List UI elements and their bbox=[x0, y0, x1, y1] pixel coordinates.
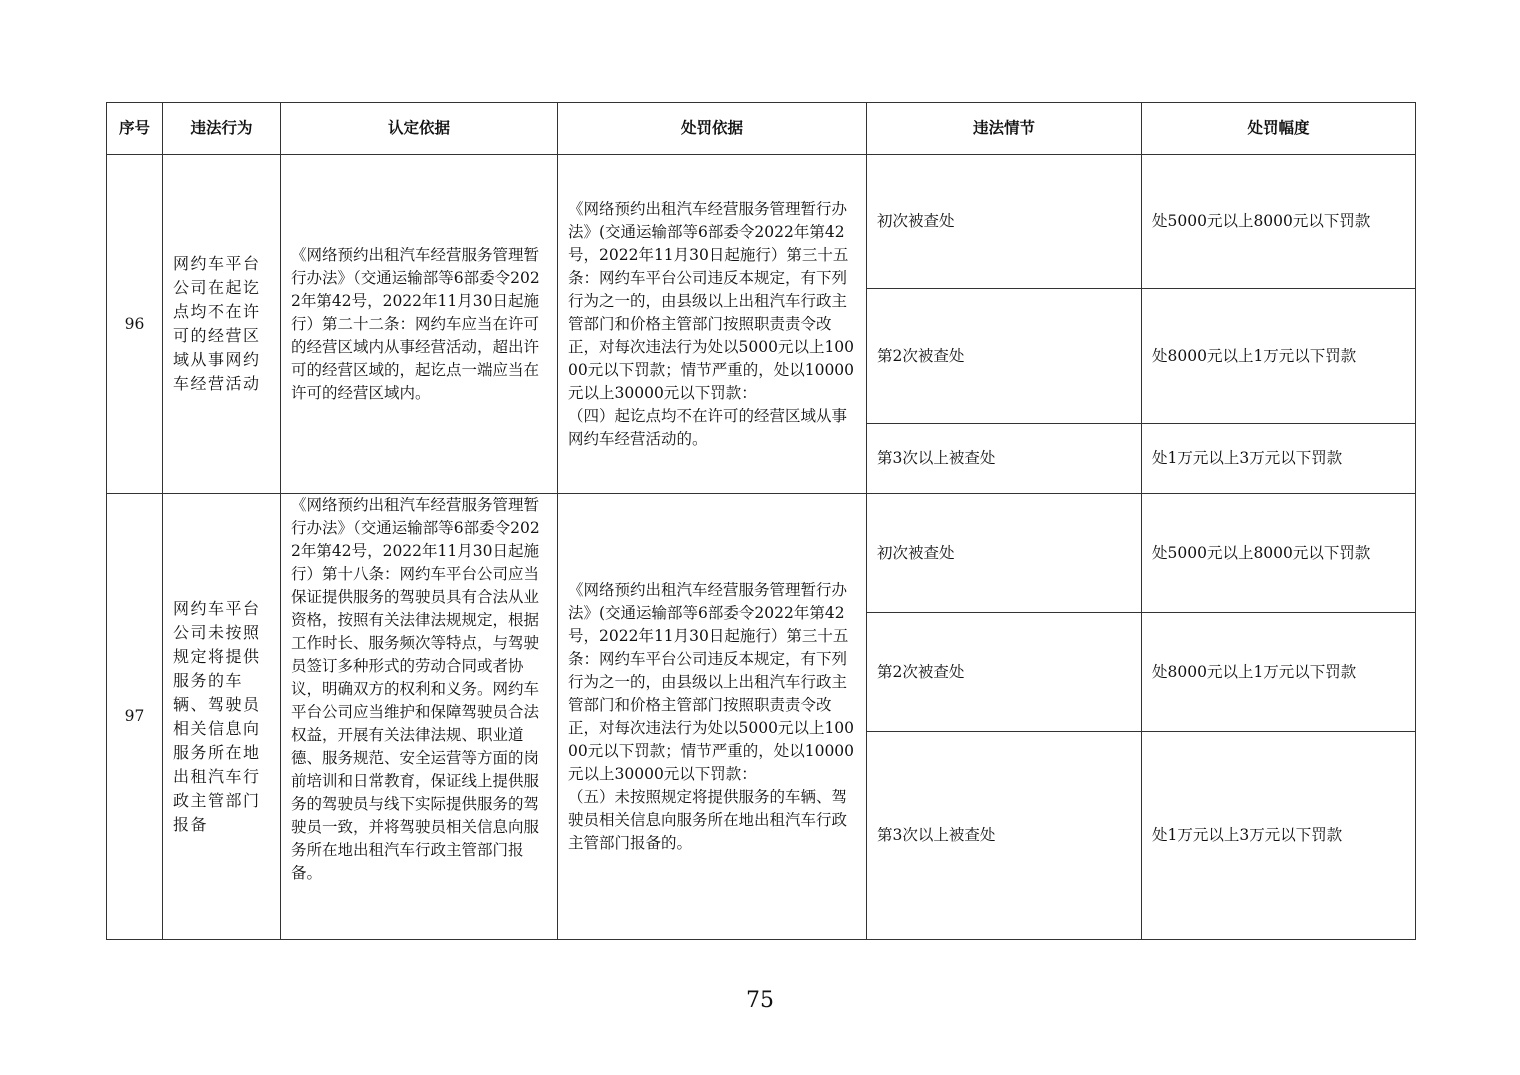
law-item: （五）未按照规定将提供服务的车辆、驾驶员相关信息向服务所在地出租汽车行政主管部门报备的。 bbox=[568, 787, 848, 852]
circumstance-cell: 第3次以上被查处 bbox=[867, 424, 1142, 494]
circumstance-cell: 第3次以上被查处 bbox=[867, 732, 1142, 940]
basis-text: 《网络预约出租汽车经营服务管理暂行办法》（交通运输部等6部委令2022年第42号，2022年11月30日起施行）第十八条：网约车平台公司应当保证提供服务的驾驶员具有合法从业资格，按照有关法律法规规定，根据工作时长、服务频次等特点，与驾驶员签订多种形式的劳动合同或者协议，明确双方的权利和义务。网约车平台公司应当维护和保障驾驶员合法权益，开展有关法律法规、职业道德、服务规范、安全运营等方面的岗前培训和日常教育，保证线上提供服务的驾驶员与线下实际提供服务的驾驶员一致，并将驾驶员相关信息向服务所在地出租汽车行政主管部门报备。 bbox=[291, 496, 540, 882]
basis-cell bbox=[281, 155, 558, 494]
header-law: 处罚依据 bbox=[558, 103, 867, 155]
page-number: 75 bbox=[746, 988, 774, 1013]
basis-cell bbox=[281, 494, 558, 940]
circumstance-cell: 初次被查处 bbox=[867, 155, 1142, 289]
table-row bbox=[107, 155, 1416, 289]
violation-cell: 网约车平台公司未按照规定将提供服务的车辆、驾驶员相关信息向服务所在地出租汽车行政主管部门报备 bbox=[163, 494, 281, 940]
header-basis: 认定依据 bbox=[281, 103, 558, 155]
header-act: 违法行为 bbox=[163, 103, 281, 155]
range-cell: 处5000元以上8000元以下罚款 bbox=[1142, 155, 1416, 289]
table-row bbox=[107, 494, 1416, 613]
header-circumstance: 违法情节 bbox=[867, 103, 1142, 155]
law-cell bbox=[558, 494, 867, 940]
law-cell bbox=[558, 155, 867, 494]
law-item: （四）起讫点均不在许可的经营区域从事网约车经营活动的。 bbox=[568, 406, 848, 448]
header-seq: 序号 bbox=[107, 103, 163, 155]
range-cell: 处1万元以上3万元以下罚款 bbox=[1142, 424, 1416, 494]
circumstance-cell: 第2次被查处 bbox=[867, 613, 1142, 732]
penalty-table bbox=[106, 102, 1416, 940]
range-cell: 处8000元以上1万元以下罚款 bbox=[1142, 613, 1416, 732]
violation-cell: 网约车平台公司在起讫点均不在许可的经营区域从事网约车经营活动 bbox=[163, 155, 281, 494]
header-row bbox=[107, 103, 1416, 155]
range-cell: 处5000元以上8000元以下罚款 bbox=[1142, 494, 1416, 613]
seq-cell: 96 bbox=[107, 155, 163, 494]
range-cell: 处1万元以上3万元以下罚款 bbox=[1142, 732, 1416, 940]
seq-cell: 97 bbox=[107, 494, 163, 940]
law-text: 《网络预约出租汽车经营服务管理暂行办法》(交通运输部等6部委令2022年第42号，2022年11月30日起施行）第三十五条：网约车平台公司违反本规定，有下列行为之一的，由县级以上出租汽车行政主管部门和价格主管部门按照职责责令改正，对每次违法行为处以5000元以上10000元以下罚款；情节严重的，处以10000元以上30000元以下罚款： bbox=[568, 580, 855, 783]
basis-text: 《网络预约出租汽车经营服务管理暂行办法》（交通运输部等6部委令2022年第42号，2022年11月30日起施行）第二十二条：网约车应当在许可的经营区域内从事经营活动，超出许可的经营区域的，起讫点一端应当在许可的经营区域内。 bbox=[291, 245, 540, 402]
circumstance-cell: 第2次被查处 bbox=[867, 289, 1142, 424]
header-range: 处罚幅度 bbox=[1142, 103, 1416, 155]
range-cell: 处8000元以上1万元以下罚款 bbox=[1142, 289, 1416, 424]
circumstance-cell: 初次被查处 bbox=[867, 494, 1142, 613]
law-text: 《网络预约出租汽车经营服务管理暂行办法》(交通运输部等6部委令2022年第42号，2022年11月30日起施行）第三十五条：网约车平台公司违反本规定，有下列行为之一的，由县级以上出租汽车行政主管部门和价格主管部门按照职责责令改正，对每次违法行为处以5000元以上10000元以下罚款；情节严重的，处以10000元以上30000元以下罚款： bbox=[568, 199, 855, 402]
